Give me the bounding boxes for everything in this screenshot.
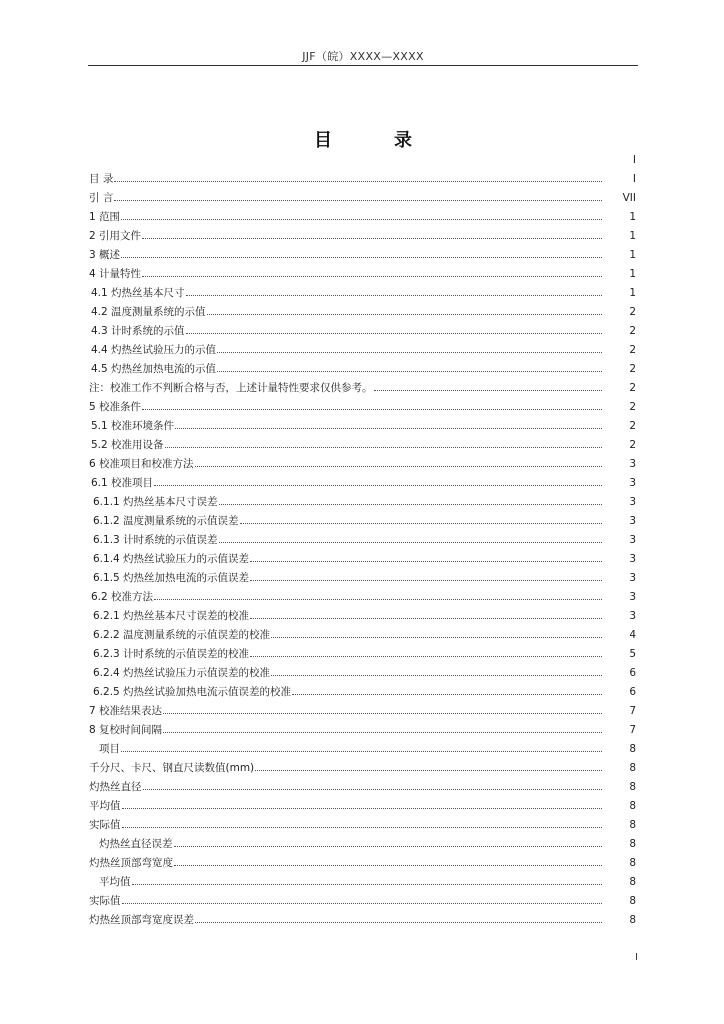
toc-entry-page: 3 [629, 476, 636, 489]
toc-entry-text [89, 798, 610, 813]
toc-entry-text [89, 285, 610, 300]
toc-entry-text [89, 190, 610, 205]
toc-entry-text [89, 874, 610, 889]
toc-entry-label: 灼热丝顶部弯宽度 [89, 857, 173, 869]
toc-dot-leader [114, 200, 602, 201]
toc-entry-page: 8 [629, 761, 636, 774]
toc-entry-page: 1 [629, 248, 636, 261]
toc-entry-text [89, 893, 610, 908]
toc-entry-text [89, 551, 610, 566]
toc-entry-page: 8 [629, 799, 636, 812]
toc-entry-page: 3 [629, 514, 636, 527]
toc-dot-leader [154, 485, 602, 486]
toc-entry-page: 8 [629, 780, 636, 793]
toc-dot-leader [292, 694, 602, 695]
toc-entry-page: 3 [629, 533, 636, 546]
toc-entry-text [89, 665, 610, 680]
toc-entry[interactable] [89, 378, 636, 397]
toc-entry-page: 3 [629, 495, 636, 508]
toc-dot-leader [154, 599, 602, 600]
toc-entry-label: 6.2.3 计时系统的示值误差的校准 [93, 648, 250, 660]
toc-entry-text [89, 817, 610, 832]
toc-entry[interactable] [89, 739, 636, 758]
running-header: JJF（皖）XXXX—XXXX [302, 50, 424, 63]
toc-dot-leader [195, 922, 602, 923]
toc-entry-page: 2 [629, 343, 636, 356]
toc-entry[interactable] [89, 796, 636, 815]
toc-entry[interactable] [89, 435, 636, 454]
toc-dot-leader [240, 523, 602, 524]
toc-dot-leader [121, 219, 602, 220]
toc-entry[interactable] [89, 701, 636, 720]
toc-entry-page: 2 [629, 362, 636, 375]
toc-entry-label: 目 录 [89, 173, 114, 185]
toc-entry-label: 6.1 校准项目 [91, 477, 154, 489]
toc-entry[interactable] [89, 815, 636, 834]
toc-entry-label: 实际值 [89, 895, 121, 907]
toc-dot-leader [121, 751, 602, 752]
toc-entry-text [89, 342, 610, 357]
toc-entry-label: 6.2.2 温度测量系统的示值误差的校准 [93, 629, 271, 641]
toc-entry-text [89, 741, 610, 756]
toc-entry-text [89, 418, 610, 433]
toc-entry[interactable] [89, 910, 636, 929]
toc-dot-leader [207, 314, 602, 315]
toc-entry-page: 8 [629, 818, 636, 831]
toc-entry-label: 6.1.2 温度测量系统的示值误差 [93, 515, 239, 527]
toc-entry-label: 4.2 温度测量系统的示值 [91, 306, 206, 318]
toc-dot-leader [195, 466, 602, 467]
toc-entry-label: 千分尺、卡尺、钢直尺读数值(mm) [89, 762, 255, 774]
toc-dot-leader [122, 827, 603, 828]
toc-entry-text [89, 589, 610, 604]
toc-entry-page: 3 [629, 571, 636, 584]
toc-entry-text [89, 608, 610, 623]
toc-entry[interactable] [89, 321, 636, 340]
toc-entry-text [89, 627, 610, 642]
toc-entry-page: 3 [629, 590, 636, 603]
toc-dot-leader [250, 656, 602, 657]
toc-entry-text [89, 703, 610, 718]
toc-entry[interactable] [89, 245, 636, 264]
toc-entry[interactable] [89, 283, 636, 302]
toc-dot-leader [132, 884, 603, 885]
toc-entry-text [89, 323, 610, 338]
toc-entry[interactable] [89, 188, 636, 207]
page-number: I [635, 952, 638, 963]
toc-entry[interactable] [89, 568, 636, 587]
toc-entry-page: 3 [629, 552, 636, 565]
toc-entry-label: 6 校准项目和校准方法 [89, 458, 194, 470]
toc-entry[interactable] [89, 606, 636, 625]
toc-dot-leader [186, 295, 602, 296]
toc-entry-label: 6.2.5 灼热丝试验加热电流示值误差的校准 [93, 686, 292, 698]
toc-entry[interactable] [89, 492, 636, 511]
toc-dot-leader [250, 618, 602, 619]
toc-entry-label: 6.2.4 灼热丝试验压力示值误差的校准 [93, 667, 271, 679]
toc-entry-page: 2 [629, 419, 636, 432]
toc-dot-leader [142, 276, 602, 277]
toc-entry-label: 6.1.5 灼热丝加热电流的示值误差 [93, 572, 250, 584]
toc-entry-text [89, 304, 610, 319]
toc-entry[interactable] [89, 264, 636, 283]
toc-entry-label: 6.1.3 计时系统的示值误差 [93, 534, 218, 546]
toc-entry[interactable] [89, 853, 636, 872]
toc-dot-leader [250, 580, 602, 581]
toc-dot-leader [174, 865, 602, 866]
toc-entry-page: 7 [629, 704, 636, 717]
toc-entry-page: 6 [629, 666, 636, 679]
toc-entry-label: 注：校准工作不判断合格与否，上述计量特性要求仅供参考。 [89, 382, 373, 394]
toc-dot-leader [114, 181, 602, 182]
toc-entry-label: 平均值 [89, 800, 121, 812]
toc-entry-text [89, 779, 610, 794]
toc-entry-page: 3 [629, 457, 636, 470]
toc-entry-page: 8 [629, 856, 636, 869]
toc-entry[interactable] [89, 169, 636, 188]
toc-entry[interactable] [89, 302, 636, 321]
toc-entry-label: 4.3 计时系统的示值 [91, 325, 185, 337]
toc-entry-label: 6.2 校准方法 [91, 591, 154, 603]
toc-entry-label: 灼热丝直径误差 [99, 838, 173, 850]
toc-entry-text [89, 855, 610, 870]
toc-entry-text [89, 159, 610, 160]
toc-entry[interactable] [89, 416, 636, 435]
toc-entry[interactable] [89, 663, 636, 682]
toc-entry-page: I [632, 172, 636, 185]
toc-entry-text [89, 684, 610, 699]
toc-entry-label: 灼热丝顶部弯宽度误差 [89, 914, 194, 926]
toc-entry-page: 8 [629, 913, 636, 926]
toc-dot-leader [143, 789, 603, 790]
toc-entry-page: 5 [629, 647, 636, 660]
toc-entry-label: 5 校准条件 [89, 401, 142, 413]
toc-entry[interactable] [89, 454, 636, 473]
toc-entry-page: 1 [629, 267, 636, 280]
toc-entry-page: 8 [629, 837, 636, 850]
toc-entry-text [89, 475, 610, 490]
toc-dot-leader [219, 542, 602, 543]
toc-entry-label: 6.2.1 灼热丝基本尺寸误差的校准 [93, 610, 250, 622]
toc-entry-text [89, 228, 610, 243]
toc-dot-leader [255, 770, 602, 771]
toc-entry[interactable] [89, 891, 636, 910]
toc-entry[interactable] [89, 682, 636, 701]
toc-entry-page: 4 [629, 628, 636, 641]
toc-entry-text [89, 912, 610, 927]
table-of-contents [89, 150, 636, 929]
toc-entry-label: 8 复校时间间隔 [89, 724, 163, 736]
toc-entry-text [89, 646, 610, 661]
toc-entry-label: 项目 [99, 743, 120, 755]
toc-dot-leader [163, 732, 602, 733]
toc-entry-page: 6 [629, 685, 636, 698]
toc-dot-leader [163, 713, 602, 714]
toc-entry-text [89, 532, 610, 547]
toc-entry-text [89, 722, 610, 737]
toc-entry-text [89, 513, 610, 528]
toc-entry-label: 5.1 校准环境条件 [91, 420, 175, 432]
toc-entry-page: 2 [629, 400, 636, 413]
toc-entry-label: 7 校准结果表达 [89, 705, 163, 717]
toc-entry-label: 6.1.1 灼热丝基本尺寸误差 [93, 496, 218, 508]
toc-dot-leader [186, 333, 602, 334]
toc-dot-leader [219, 504, 602, 505]
toc-entry-label: 平均值 [99, 876, 131, 888]
toc-entry-label: 4.5 灼热丝加热电流的示值 [91, 363, 217, 375]
toc-entry-text [89, 171, 610, 186]
toc-entry-page: 7 [629, 723, 636, 736]
toc-entry-text [89, 456, 610, 471]
toc-dot-leader [142, 238, 602, 239]
toc-dot-leader [122, 808, 603, 809]
toc-entry-page: 2 [629, 305, 636, 318]
toc-entry-text [89, 760, 610, 775]
toc-entry[interactable] [89, 530, 636, 549]
toc-entry-text [89, 399, 610, 414]
toc-entry-text [89, 266, 610, 281]
toc-entry-label: 1 范围 [89, 211, 121, 223]
toc-dot-leader [250, 561, 602, 562]
toc-entry[interactable] [89, 644, 636, 663]
toc-dot-leader [121, 257, 602, 258]
toc-entry[interactable] [89, 625, 636, 644]
toc-entry[interactable] [89, 226, 636, 245]
toc-entry[interactable] [89, 397, 636, 416]
toc-dot-leader [165, 447, 602, 448]
toc-entry-label: 5.2 校准用设备 [91, 439, 164, 451]
header-rule [88, 65, 638, 66]
toc-entry-text [89, 380, 610, 395]
toc-entry-label: 4 计量特性 [89, 268, 142, 280]
toc-entry[interactable] [89, 872, 636, 891]
toc-entry[interactable] [89, 207, 636, 226]
toc-dot-leader [142, 409, 602, 410]
toc-entry-text [89, 836, 610, 851]
toc-dot-leader [271, 675, 602, 676]
toc-entry-label: 4.1 灼热丝基本尺寸 [91, 287, 185, 299]
toc-entry[interactable] [89, 587, 636, 606]
toc-entry[interactable] [89, 150, 636, 169]
toc-dot-leader [217, 352, 602, 353]
toc-entry-text [89, 209, 610, 224]
toc-entry[interactable] [89, 359, 636, 378]
toc-entry[interactable] [89, 511, 636, 530]
toc-entry-page: I [632, 153, 636, 166]
toc-dot-leader [122, 903, 603, 904]
toc-entry-page: VII [622, 191, 636, 204]
toc-entry-text [89, 247, 610, 262]
toc-entry-page: 8 [629, 875, 636, 888]
toc-entry-label: 3 概述 [89, 249, 121, 261]
toc-entry[interactable] [89, 549, 636, 568]
toc-entry-page: 8 [629, 742, 636, 755]
toc-entry-text [89, 437, 610, 452]
toc-entry-page: 1 [629, 286, 636, 299]
toc-dot-leader [271, 637, 602, 638]
toc-entry-label: 6.1.4 灼热丝试验压力的示值误差 [93, 553, 250, 565]
toc-entry-label: 实际值 [89, 819, 121, 831]
toc-title: 目 录 [314, 130, 434, 151]
toc-entry-page: 2 [629, 438, 636, 451]
toc-entry[interactable] [89, 473, 636, 492]
toc-entry-page: 2 [629, 381, 636, 394]
toc-entry-page: 3 [629, 609, 636, 622]
toc-dot-leader [217, 371, 602, 372]
toc-entry-label: 灼热丝直径 [89, 781, 142, 793]
toc-dot-leader [374, 390, 603, 391]
toc-entry-page: 1 [629, 210, 636, 223]
toc-entry[interactable] [89, 340, 636, 359]
toc-entry-label: 引 言 [89, 192, 114, 204]
toc-dot-leader [174, 846, 603, 847]
toc-entry[interactable] [89, 777, 636, 796]
toc-entry-label: 2 引用文件 [89, 230, 142, 242]
toc-entry[interactable] [89, 758, 636, 777]
toc-entry[interactable] [89, 834, 636, 853]
toc-entry-text [89, 570, 610, 585]
toc-entry-label: 4.4 灼热丝试验压力的示值 [91, 344, 217, 356]
toc-entry-page: 1 [629, 229, 636, 242]
toc-dot-leader [175, 428, 602, 429]
toc-entry-page: 8 [629, 894, 636, 907]
toc-entry-text [89, 361, 610, 376]
toc-entry-page: 2 [629, 324, 636, 337]
toc-entry[interactable] [89, 720, 636, 739]
toc-entry-text [89, 494, 610, 509]
